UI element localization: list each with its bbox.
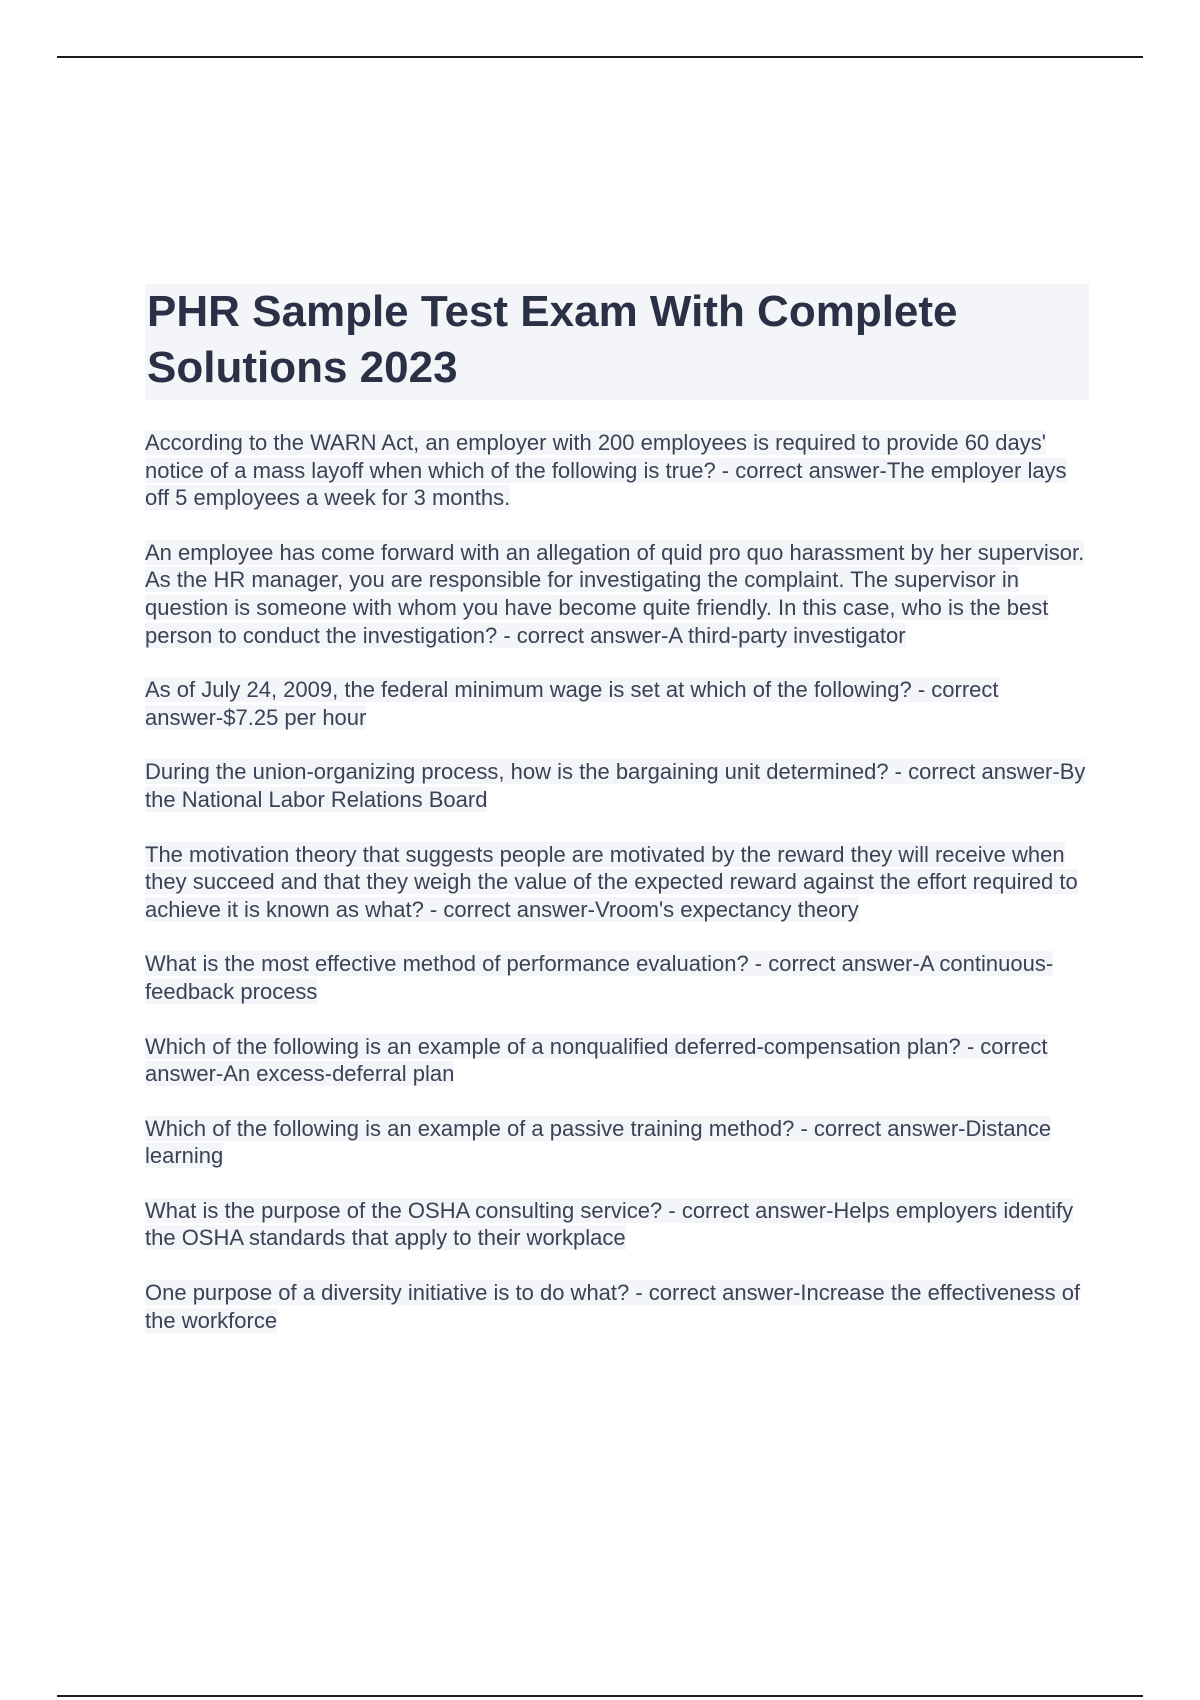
qa-entry	[145, 1279, 1089, 1334]
qa-entry-text: During the union-organizing process, how is the bargaining unit determined? - correct answer-By the National Labor Relations Board	[145, 759, 1086, 812]
qa-entry-text: As of July 24, 2009, the federal minimum wage is set at which of the following? - correct answer-$7.25 per hour	[145, 677, 999, 730]
qa-entry	[145, 1033, 1089, 1088]
top-rule	[57, 56, 1143, 58]
qa-entry-text: The motivation theory that suggests people are motivated by the reward they will receive when they succeed and that they weigh the value of the expected reward against the effort required to achieve it is known as what? - correct answer-Vroom's expectancy theory	[145, 841, 1078, 922]
qa-entry	[145, 1197, 1089, 1252]
qa-entry	[145, 1115, 1089, 1170]
qa-entry-text: What is the purpose of the OSHA consulting service? - correct answer-Helps employers identify the OSHA standards that apply to their workplace	[145, 1197, 1074, 1251]
document-body	[145, 284, 1089, 1361]
qa-entry-text: One purpose of a diversity initiative is to do what? - correct answer-Increase the effectiveness of the workforce	[145, 1280, 1081, 1333]
qa-list	[145, 429, 1089, 1334]
qa-entry-text: Which of the following is an example of a passive training method? - correct answer-Distance learning	[145, 1115, 1052, 1169]
qa-entry-text: An employee has come forward with an allegation of quid pro quo harassment by her supervisor. As the HR manager, you are responsible for investigating the complaint. The supervisor in question is someone with whom you have become quite friendly. In this case, who is the best person to conduct the investigation? - correct answer-A third-party investigator	[145, 539, 1085, 648]
qa-entry-text: Which of the following is an example of a nonqualified deferred-compensation plan? - correct answer-An excess-deferral plan	[145, 1033, 1048, 1087]
qa-entry	[145, 539, 1089, 649]
qa-entry	[145, 429, 1089, 512]
qa-entry	[145, 841, 1089, 924]
qa-entry-text: According to the WARN Act, an employer with 200 employees is required to provide 60 days' notice of a mass layoff when which of the following is true? - correct answer-The employer lays off 5 employees a week for 3 months.	[145, 430, 1067, 511]
qa-entry-text: What is the most effective method of performance evaluation? - correct answer-A continuous-feedback process	[145, 951, 1054, 1004]
qa-entry	[145, 676, 1089, 731]
qa-entry	[145, 950, 1089, 1005]
qa-entry	[145, 758, 1089, 813]
bottom-rule	[57, 1695, 1143, 1697]
document-title: PHR Sample Test Exam With Complete Solutions 2023	[145, 284, 1089, 400]
